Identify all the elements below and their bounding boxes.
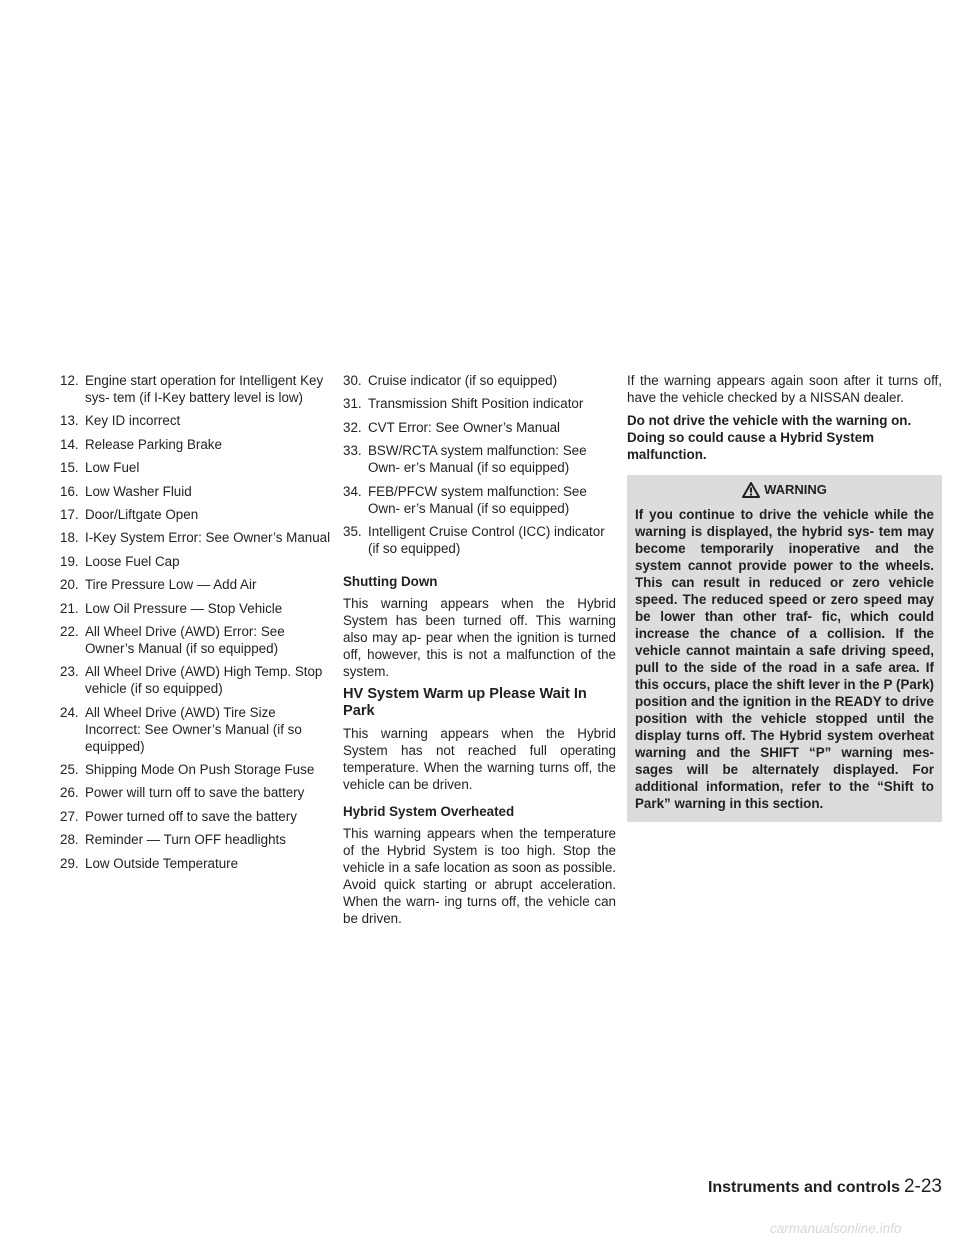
item-number: 21. <box>60 600 79 616</box>
item-text: Shipping Mode On Push Storage Fuse <box>85 762 315 778</box>
item-number: 23. <box>60 664 79 680</box>
item-number: 33. <box>343 443 362 459</box>
warning-title: WARNING <box>764 482 827 497</box>
item-text: CVT Error: See Owner’s Manual <box>368 419 561 435</box>
list-item <box>60 372 332 406</box>
item-text: Tire Pressure Low — Add Air <box>85 577 257 593</box>
warning-triangle-icon <box>742 482 760 498</box>
page-number: 2-23 <box>903 1176 942 1197</box>
list-item <box>343 419 616 436</box>
item-number: 12. <box>60 373 79 388</box>
watermark: carmanualsonline.info <box>770 1221 902 1236</box>
item-number: 20. <box>60 577 79 593</box>
hv-warmup-text: This warning appears when the Hybrid System has not reached full operating temperature. When the warning turns off, the vehicle can be driven. <box>343 725 616 792</box>
list-item <box>343 483 616 517</box>
item-number: 25. <box>60 762 79 778</box>
item-number: 17. <box>60 506 79 522</box>
item-text: I-Key System Error: See Owner’s Manual <box>85 530 331 546</box>
item-number: 31. <box>343 396 362 412</box>
item-text: Reminder — Turn OFF headlights <box>85 832 286 848</box>
list-item <box>60 459 332 476</box>
item-text: Low Washer Fluid <box>85 483 192 499</box>
list-item <box>60 412 332 429</box>
item-number: 34. <box>343 483 362 499</box>
list-item <box>60 855 332 872</box>
list-item <box>60 761 332 778</box>
item-number: 14. <box>60 436 79 452</box>
item-number: 28. <box>60 832 79 848</box>
list-item <box>343 523 616 557</box>
item-number: 27. <box>60 808 79 824</box>
item-number: 15. <box>60 460 79 476</box>
item-number: 24. <box>60 704 79 720</box>
warning-header <box>635 481 934 498</box>
item-text: Engine start operation for Intelligent Key sys- tem (if I-Key battery level is low) <box>85 373 324 405</box>
recheck-paragraph: If the warning appears again soon after it turns off, have the vehicle checked by a NISSAN dealer. <box>627 373 942 405</box>
list-item <box>343 442 616 476</box>
item-number: 22. <box>60 623 79 639</box>
column-3 <box>627 372 942 822</box>
item-text: Low Outside Temperature <box>85 855 239 871</box>
item-number: 32. <box>343 419 362 435</box>
column-2 <box>343 372 616 933</box>
list-item <box>60 808 332 825</box>
item-text: Low Fuel <box>85 460 140 476</box>
overheat-text: This warning appears when the temperature of the Hybrid System is too high. Stop the vehicle in a safe location as soon as possible. Avoid quick starting or abrupt acceleration. When the warn- ing turns off, the vehicle can be driven. <box>343 825 616 926</box>
item-text: Door/Liftgate Open <box>85 506 199 522</box>
item-number: 16. <box>60 483 79 499</box>
page-footer <box>708 1176 942 1198</box>
overheat-heading: Hybrid System Overheated <box>343 803 515 819</box>
warning-box <box>627 475 942 822</box>
warning-text: If you continue to drive the vehicle while the warning is displayed, the hybrid sys- tem may become temporarily inoperative and the system cannot provide power to the wheels. This can result in reduced or zero vehicle speed. The reduced speed or zero speed may be lower than other traf- fic, which could increase the chance of a collision. If the vehicle cannot maintain a safe driving speed, pull to the side of the road in a safe area. If this occurs, place the shift lever in the P (Park) position and the ignition in the READY to drive position with the vehicle stopped until the display turns off. The Hybrid system overheat warning and the SHIFT “P” warning mes- sages will be alternately displayed. For additional information, refer to the “Shift to Park” warning in this section. <box>635 507 934 811</box>
list-item <box>343 395 616 412</box>
list-item <box>60 483 332 500</box>
list-item <box>60 663 332 697</box>
item-text: BSW/RCTA system malfunction: See Own- er’s Manual (if so equipped) <box>368 443 587 476</box>
shutting-down-text: This warning appears when the Hybrid System has been turned off. This warning also may ap- pear when the ignition is turned off, however, this is not a malfunction of the system. <box>343 595 616 679</box>
item-text: Key ID incorrect <box>85 413 181 429</box>
list-item <box>60 623 332 657</box>
item-text: FEB/PFCW system malfunction: See Own- er’s Manual (if so equipped) <box>368 483 587 516</box>
list-item <box>60 529 332 546</box>
indicator-list-1 <box>60 372 332 872</box>
list-item <box>343 372 616 389</box>
item-number: 26. <box>60 785 79 801</box>
list-item <box>60 576 332 593</box>
item-number: 35. <box>343 523 362 539</box>
do-not-drive-paragraph: Do not drive the vehicle with the warning on. Doing so could cause a Hybrid System malfunction. <box>627 413 912 462</box>
item-text: Low Oil Pressure — Stop Vehicle <box>85 600 283 616</box>
list-item <box>60 506 332 523</box>
item-text: All Wheel Drive (AWD) Error: See Owner’s Manual (if so equipped) <box>85 623 285 656</box>
item-text: Transmission Shift Position indicator <box>368 396 584 412</box>
list-item <box>60 784 332 801</box>
shutting-down-heading: Shutting Down <box>343 573 438 589</box>
item-text: Release Parking Brake <box>85 436 222 452</box>
list-item <box>60 704 332 755</box>
column-1 <box>60 372 332 878</box>
list-item <box>60 600 332 617</box>
list-item <box>60 436 332 453</box>
item-text: Cruise indicator (if so equipped) <box>368 373 558 388</box>
item-number: 29. <box>60 855 79 871</box>
item-text: Loose Fuel Cap <box>85 553 180 569</box>
item-text: All Wheel Drive (AWD) High Temp. Stop vehicle (if so equipped) <box>85 664 323 697</box>
section-title: Instruments and controls <box>707 1179 900 1196</box>
item-text: Power turned off to save the battery <box>85 808 297 824</box>
hv-warmup-heading: HV System Warm up Please Wait In Park <box>343 685 587 719</box>
list-item <box>60 831 332 848</box>
item-text: Power will turn off to save the battery <box>85 785 305 801</box>
item-number: 13. <box>60 413 79 429</box>
indicator-list-2 <box>343 372 616 557</box>
list-item <box>60 553 332 570</box>
item-number: 30. <box>343 373 362 388</box>
item-number: 18. <box>60 530 79 546</box>
item-text: Intelligent Cruise Control (ICC) indicator (if so equipped) <box>368 523 605 556</box>
item-text: All Wheel Drive (AWD) Tire Size Incorrect: See Owner’s Manual (if so equipped) <box>85 704 302 754</box>
item-number: 19. <box>60 553 79 569</box>
